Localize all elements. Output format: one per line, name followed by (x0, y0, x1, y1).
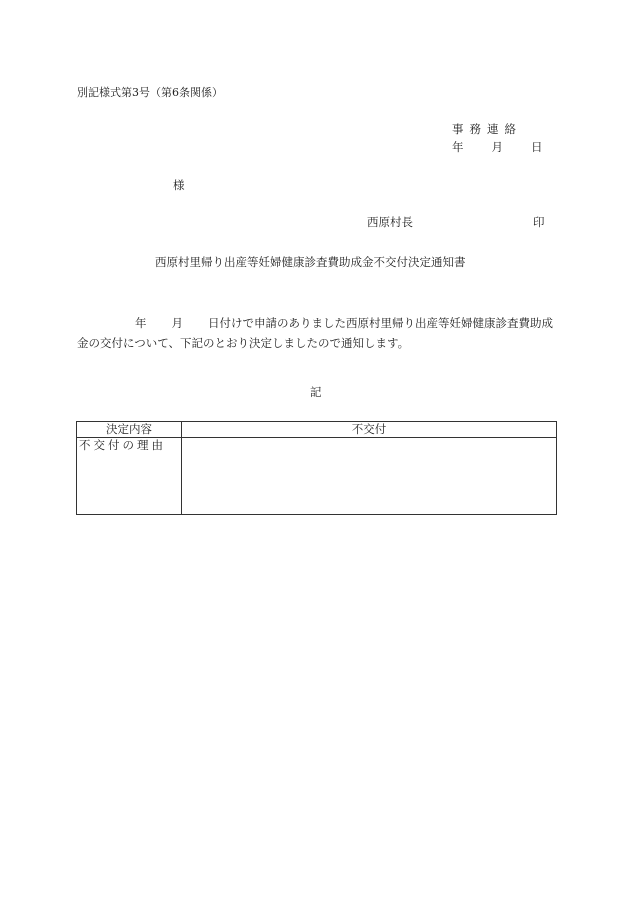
date-month-unit: 月 (491, 140, 503, 154)
body-text: 日付けで申請のありました西原村里帰り出産等妊婦健康診査費助成金の交付について、下記のとおり決定しましたので通知します。 (77, 316, 553, 350)
notice-type: 事務連絡 (452, 122, 522, 136)
ki-heading: 記 (310, 385, 322, 399)
form-number: 別記様式第3号（第6条関係） (77, 86, 223, 99)
recipient-honorific: 様 (173, 178, 185, 192)
decision-table (76, 421, 557, 515)
body-year-unit: 年 (135, 316, 147, 330)
table-row-decision (77, 422, 557, 438)
date-year-unit: 年 (452, 140, 464, 154)
body-month-unit: 月 (171, 316, 183, 330)
reason-value (182, 438, 557, 515)
seal-mark: 印 (533, 215, 545, 229)
date-day-unit: 日 (531, 140, 543, 154)
decision-value: 不交付 (182, 422, 557, 438)
decision-label: 決定内容 (77, 422, 182, 438)
body-paragraph (77, 313, 557, 353)
document-title: 西原村里帰り出産等妊婦健康診査費助成金不交付決定通知書 (155, 255, 466, 269)
reason-label: 不交付の理由 (77, 438, 182, 515)
issue-date (452, 142, 543, 154)
issuer-name: 西原村長 (367, 215, 413, 229)
table-row-reason (77, 438, 557, 515)
